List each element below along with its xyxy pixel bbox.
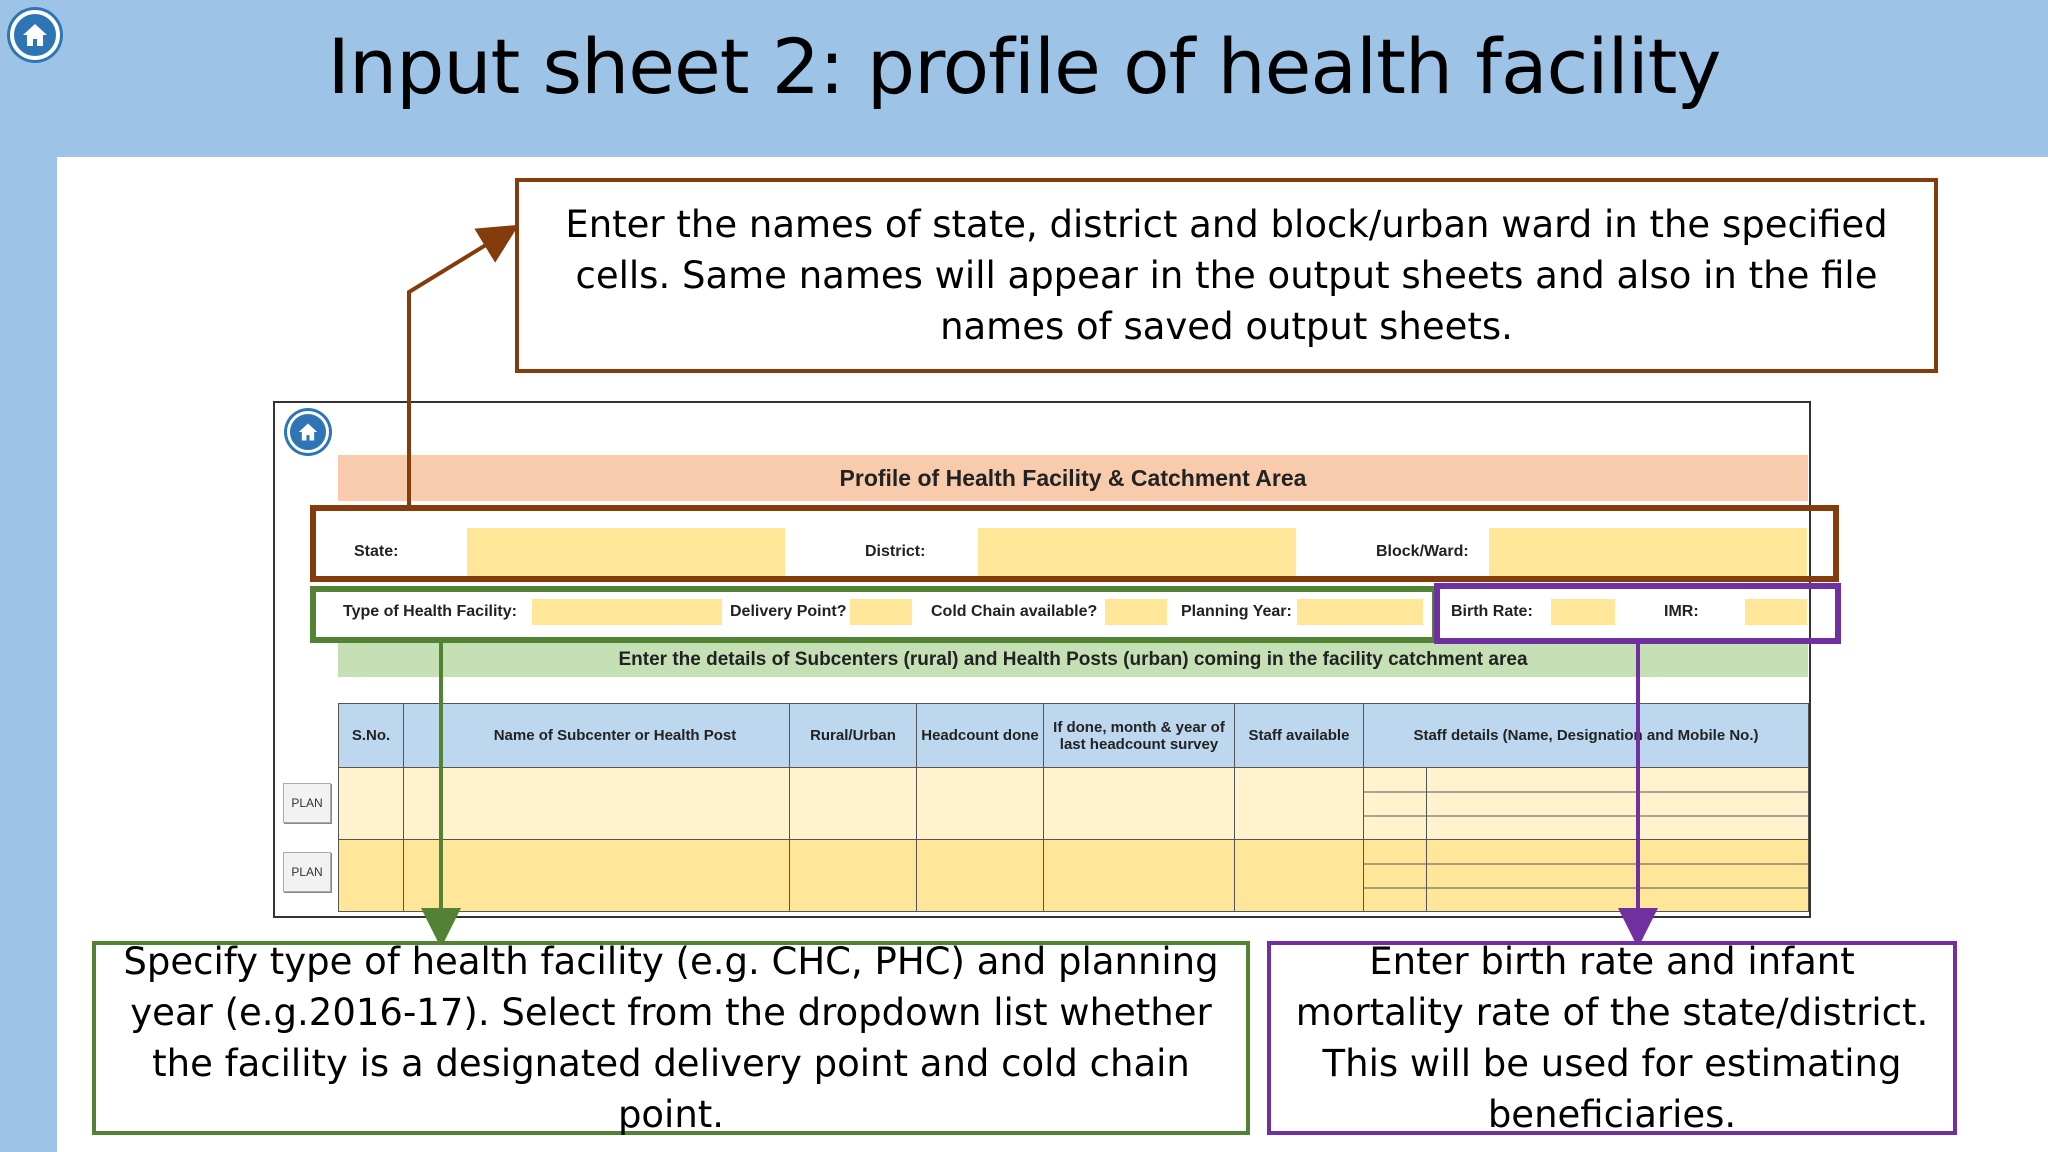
district-label: District: — [865, 543, 926, 560]
cold-chain-label: Cold Chain available? — [931, 603, 1098, 620]
column-header: Name of Subcenter or Health Post — [441, 704, 790, 768]
delivery-point-label: Delivery Point? — [730, 603, 847, 620]
callout-facility-type-text: Specify type of health facility (e.g. CHC, PHC) and planning year (e.g.2016-17). Select from the dropdown list whether the facility is a designated delivery point and cold chain point. — [123, 940, 1219, 1136]
column-header: If done, month & year of last headcount survey — [1044, 704, 1235, 768]
column-header: S.No. — [339, 704, 404, 768]
brown-arrow — [409, 229, 512, 505]
callout-birth-rate — [1267, 941, 1957, 1135]
column-header: Rural/Urban — [790, 704, 917, 768]
state-label: State: — [354, 543, 399, 560]
planning-year-label: Planning Year: — [1181, 603, 1292, 620]
column-header: Staff details (Name, Designation and Mobile No.) — [1364, 704, 1809, 768]
birth-rate-label: Birth Rate: — [1451, 603, 1533, 620]
slide-title: Input sheet 2: profile of health facility — [327, 22, 1721, 111]
plan-button[interactable]: PLAN — [283, 852, 331, 892]
column-header: Headcount done — [917, 704, 1044, 768]
imr-label: IMR: — [1664, 603, 1699, 620]
facility-type-label: Type of Health Facility: — [343, 603, 517, 620]
block-label: Block/Ward: — [1376, 543, 1469, 560]
callout-location-names-text: Enter the names of state, district and block/urban ward in the specified cells. Same names will appear in the output sheets and also in the file names of saved output sheets. — [565, 203, 1888, 348]
column-header: Staff available — [1235, 704, 1364, 768]
catchment-subheader-text: Enter the details of Subcenters (rural) and Health Posts (urban) coming in the facility catchment area — [618, 649, 1528, 670]
callout-facility-type — [92, 941, 1250, 1135]
sheet-header-text: Profile of Health Facility & Catchment Area — [839, 464, 1307, 491]
callout-birth-rate-text: Enter birth rate and infant mortality rate of the state/district. This will be used for estimating beneficiaries. — [1295, 940, 1929, 1136]
plan-button[interactable]: PLAN — [283, 783, 331, 823]
